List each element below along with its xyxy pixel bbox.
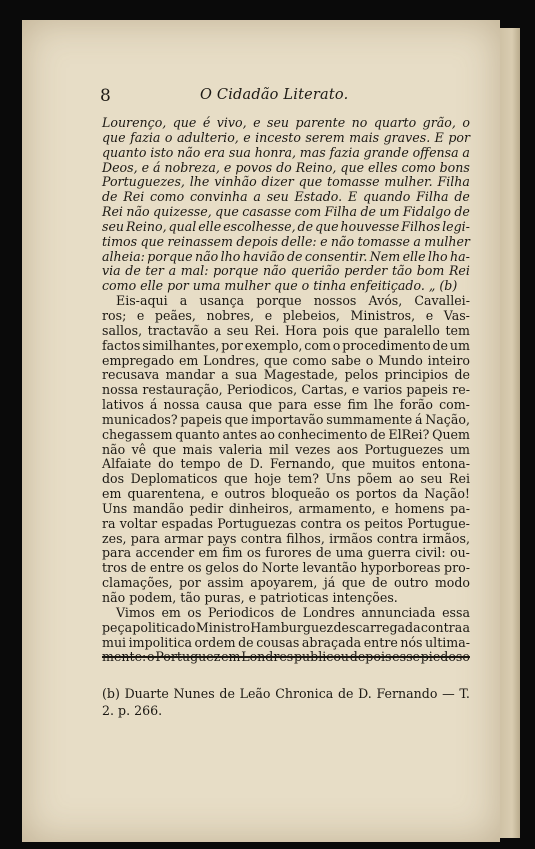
text-line: chegassem quanto antes ao conhecimento de ElRei? Quem	[102, 426, 470, 442]
text-line: municados? papeis que importavão summamente á Nação,	[102, 411, 470, 427]
text-line: factos similhantes, por exemplo, com o procedimento de um	[102, 337, 470, 353]
text-line: timos que reinassem depois delle: e não tomasse a mulher	[102, 233, 470, 249]
text-line: tros de entre os gelos do Norte levantão hyporboreas pro-	[102, 560, 470, 576]
text-line: Eis-aqui a usança porque nossos Avós, Cavallei-	[116, 293, 470, 309]
footnote	[102, 685, 470, 719]
text-line: como elle por uma mulher que o tinha enfeitiçado. „ (b)	[102, 278, 458, 294]
text-line: não podem, tão puras, e patrioticas intenções.	[102, 590, 398, 605]
text-line: quanto isto não era sua honra, mas fazia grande offensa a	[102, 144, 470, 160]
text-line: mente: o Portuguez em Londres publicou depois esse piedoso	[102, 649, 470, 665]
text-line: mui impolitica ordem de cousas abraçada entre nós ultima-	[102, 634, 470, 650]
text-line: via de ter a mal: porque não querião perder tão bom Rei	[102, 263, 470, 279]
text-line: Vimos em os Periodicos de Londres annunciada essa	[116, 604, 470, 620]
text-line: para accender em fim os furores de uma guerra civil: ou-	[102, 545, 470, 561]
text-line: sallos, tractavão a seu Rei. Hora pois que paralello tem	[102, 322, 470, 338]
text-line: peça politica do Ministro Hamburguez descarregada contra a	[102, 619, 470, 635]
footnote-rule	[102, 656, 470, 658]
text-line: Portuguezes, lhe vinhão dizer que tomasse mulher. Filha	[102, 174, 470, 190]
text-line: empregado em Londres, que como sabe o Mundo inteiro	[102, 352, 470, 368]
running-title: O Cidadão Literato.	[200, 87, 349, 103]
text-line: de Rei como convinha a seu Estado. E quando Filha de	[102, 189, 470, 205]
page-edge	[500, 28, 520, 838]
page-header	[100, 86, 470, 108]
text-line: em quarentena, e outros bloqueão os portos da Nação!	[102, 486, 470, 502]
text-line: Lourenço, que é vivo, e seu parente no quarto grão, o	[102, 115, 470, 130]
text-line: ros; e peães, nobres, e plebeios, Ministros, e Vas-	[102, 307, 470, 323]
text-line: seu Reino, qual elle escolhesse, de que houvesse Filhos legi-	[102, 218, 470, 234]
text-line: ra voltar espadas Portuguezas contra os peitos Portugue-	[102, 515, 470, 531]
text-line: recusava mandar a sua Magestade, pelos principios de	[102, 367, 470, 383]
text-line: zes, para armar pays contra filhos, irmãos contra irmãos,	[102, 530, 470, 546]
text-line: nossa restauração, Periodicos, Cartas, e varios papeis re-	[102, 382, 470, 398]
text-line: Uns mandão pedir dinheiros, armamento, e homens pa-	[102, 500, 470, 516]
text-line: Rei não quizesse, que casasse com Filha de um Fidalgo de	[102, 204, 470, 220]
text-line: lativos á nossa causa que para esse fim lhe forão com-	[102, 397, 470, 413]
page-number: 8	[100, 86, 111, 106]
text-line: dos Deplomaticos que hoje tem? Uns põem ao seu Rei	[102, 471, 470, 487]
footnote-line: 2. p. 266.	[102, 703, 163, 718]
text-line: Deos, e á nobreza, e povos do Reino, que elles como bons	[102, 159, 470, 175]
text-line: Alfaiate do tempo de D. Fernando, que muitos entona-	[102, 456, 470, 472]
text-line: alheia: porque não lho havião de consentir. Nem elle lho ha-	[102, 248, 470, 264]
text-line: clamações, por assim apoyarem, já que de outro modo	[102, 575, 470, 591]
body-text	[102, 116, 470, 665]
footnote-line: (b) Duarte Nunes de Leão Chronica de D. Fernando — T.	[102, 686, 470, 701]
text-line: não vê que mais valeria mil vezes aos Portuguezes um	[102, 441, 470, 457]
text-line: que fazia o adulterio, e incesto serem mais graves. E por	[102, 129, 470, 145]
